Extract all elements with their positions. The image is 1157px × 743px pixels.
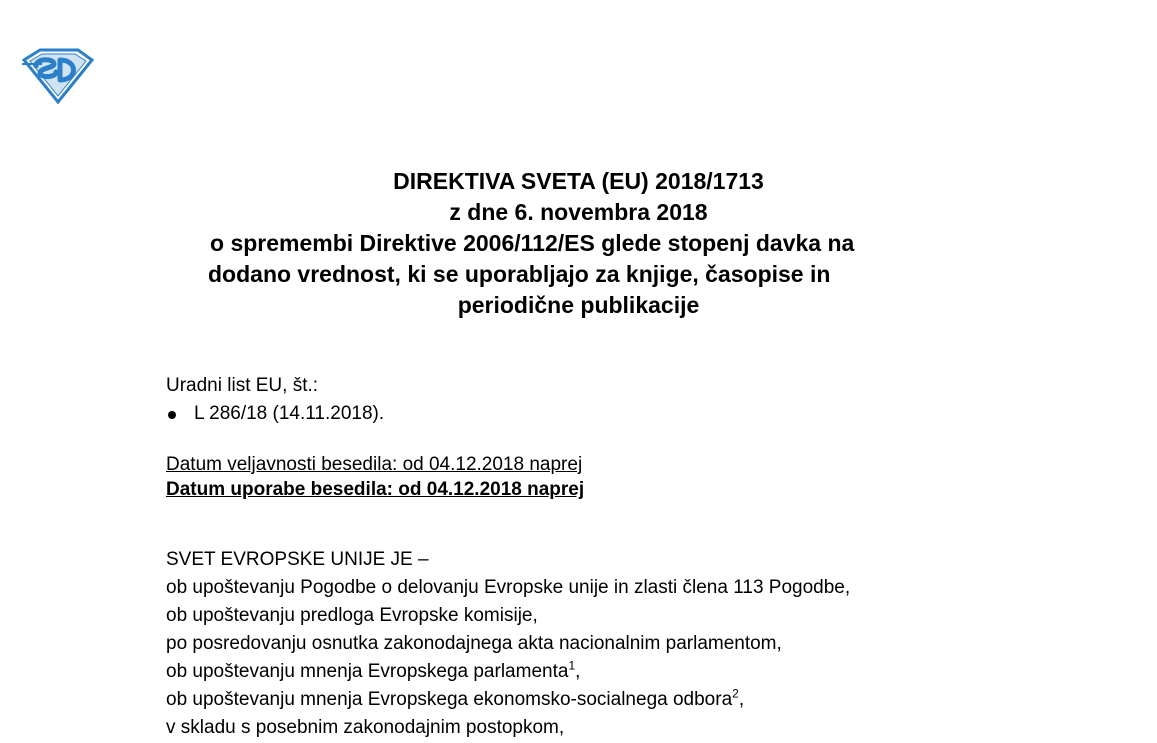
preamble-punct: ,	[575, 661, 581, 682]
preamble-line: po posredovanju osnutka zakonodajnega akta nacionalnim parlamentom,	[166, 633, 782, 654]
preamble-text: ob upoštevanju mnenja Evropskega ekonomsko-socialnega odbora	[166, 689, 733, 710]
document-body	[166, 372, 1126, 742]
list-item	[166, 400, 1126, 428]
preamble-line: v skladu s posebnim zakonodajnim postopkom,	[166, 717, 565, 738]
document-title	[0, 166, 1157, 321]
preamble-text: ob upoštevanju mnenja Evropskega parlamenta	[166, 661, 569, 682]
application-date-link[interactable]: Datum uporabe besedila: od 04.12.2018 naprej	[166, 479, 585, 500]
validity-date-link[interactable]: Datum veljavnosti besedila: od 04.12.2018 naprej	[166, 454, 583, 475]
official-journal-reference: L 286/18 (14.11.2018).	[194, 403, 385, 424]
footnote-ref-1[interactable]: 1	[568, 658, 576, 673]
title-line-4: dodano vrednost, ki se uporabljajo za knjige, časopise in	[208, 261, 831, 287]
preamble-line	[166, 658, 1126, 686]
official-journal-label: Uradni list EU, št.:	[166, 375, 319, 396]
title-line-2: z dne 6. novembra 2018	[449, 199, 708, 225]
bullet-icon	[168, 411, 176, 419]
preamble-punct: ,	[738, 689, 745, 710]
title-line-1: DIREKTIVA SVETA (EU) 2018/1713	[393, 168, 764, 194]
validity-dates	[166, 452, 1126, 502]
title-line-5: periodične publikacije	[457, 292, 700, 318]
preamble-line: ob upoštevanju Pogodbe o delovanju Evropske unije in zlasti člena 113 Pogodbe,	[166, 577, 851, 598]
preamble-line	[166, 686, 1126, 714]
title-line-3: o spremembi Direktive 2006/112/ES glede stopenj davka na	[210, 230, 855, 256]
preamble	[166, 546, 1126, 742]
official-journal-list	[166, 400, 1126, 428]
sd-shield-logo-icon	[20, 46, 96, 104]
footnote-ref-2[interactable]: 2	[732, 686, 739, 701]
preamble-line: SVET EVROPSKE UNIJE JE –	[166, 549, 429, 570]
preamble-line: ob upoštevanju predloga Evropske komisije,	[166, 605, 538, 626]
